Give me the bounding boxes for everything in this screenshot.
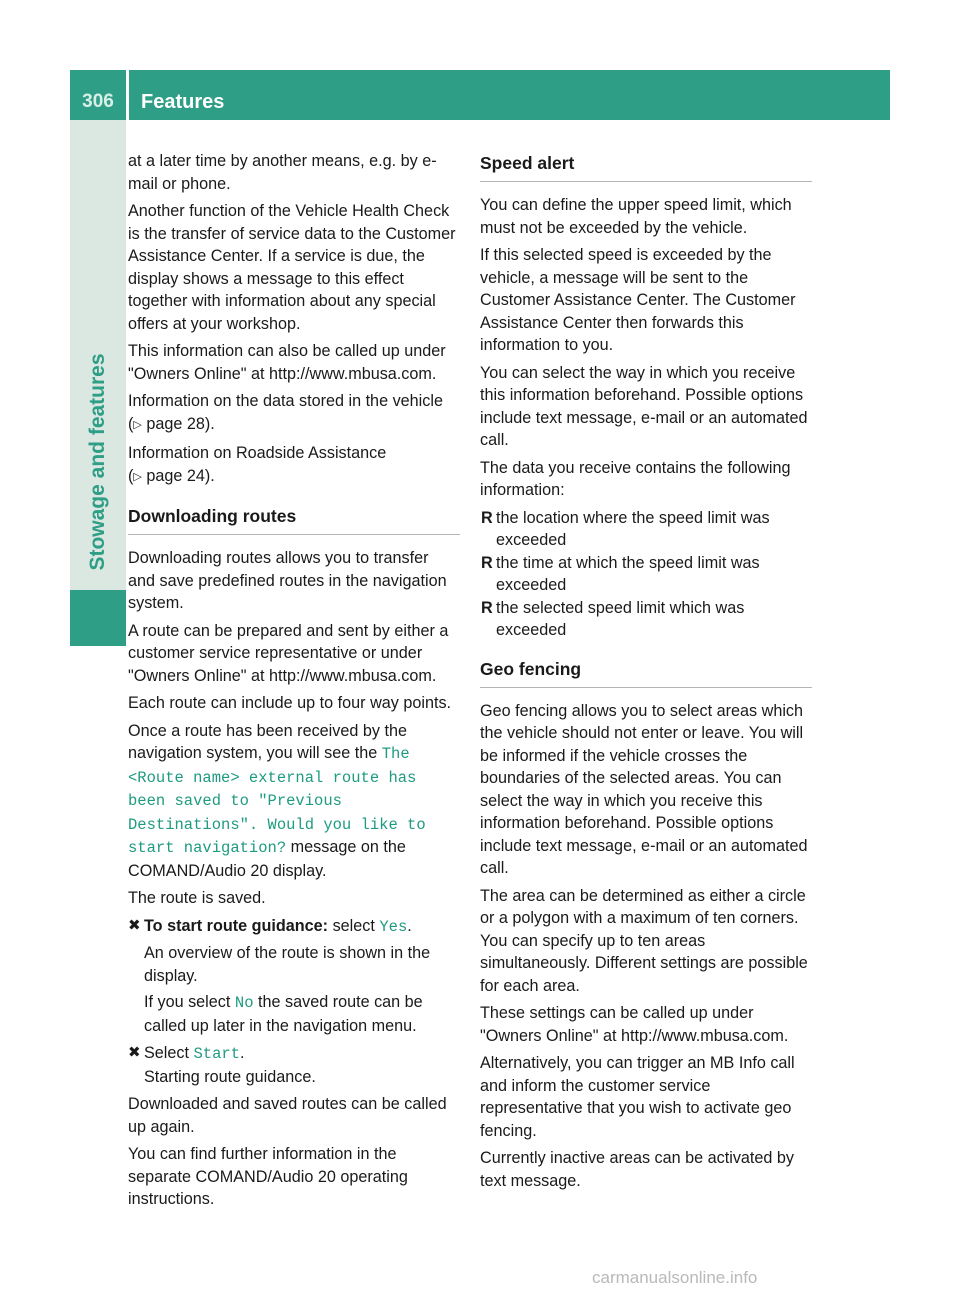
paragraph: The area can be determined as either a circle or a polygon with a maximum of ten corners. You can specify up to ten areas simultaneously. Different settings are possible for each area. [480, 886, 808, 995]
step-text: If you select [144, 993, 231, 1011]
paragraph-text: Information on Roadside Assistance [128, 444, 387, 462]
side-tab-label: Stowage and features [86, 353, 109, 571]
paragraph: If this selected speed is exceeded by the vehicle, a message will be sent to the Customer Assistance Center. The Customer Assistance Center then forwards this information to you. [480, 246, 796, 354]
page-reference-icon: ▷ [133, 470, 142, 483]
step-text: the saved route can be called up later in the navigation menu. [144, 993, 423, 1035]
arrow-icon: ✖ [128, 1044, 141, 1061]
page-reference[interactable]: page 28). [146, 414, 215, 433]
section-heading: Geo fencing [480, 656, 812, 688]
step-label: To start route guidance: [144, 916, 329, 935]
paragraph: Each route can include up to four way points. [128, 694, 452, 712]
section-title: Features [141, 91, 225, 113]
section-heading: Speed alert [480, 150, 812, 182]
paragraph: This information can also be called up under "Owners Online" at http://www.mbusa.com. [128, 342, 446, 383]
paragraph: You can define the upper speed limit, which must not be exceeded by the vehicle. [480, 196, 792, 237]
side-tab-marker [70, 590, 126, 646]
step-text: Select [144, 1044, 189, 1062]
paragraph: at a later time by another means, e.g. by e-mail or phone. [128, 152, 437, 193]
step-result: An overview of the route is shown in the display. [144, 944, 431, 985]
list-item-text: the selected speed limit which was exceeded [496, 598, 745, 639]
display-message: The <Route name> external route has been saved to "Previous Destinations". Would you like to start navigation? [128, 745, 426, 857]
instruction-step [128, 1042, 460, 1088]
paragraph: These settings can be called up under "Owners Online" at http://www.mbusa.com. [480, 1004, 789, 1045]
paragraph [128, 720, 460, 883]
paragraph: The data you receive contains the following information: [480, 458, 791, 499]
paragraph: Alternatively, you can trigger an MB Info call and inform the customer service representative that you wish to activate geo fencing. [480, 1054, 795, 1140]
page-reference[interactable]: page 24). [146, 466, 215, 485]
display-option-yes: Yes [379, 917, 408, 936]
paragraph: Currently inactive areas can be activated by text message. [480, 1149, 795, 1190]
list-item [480, 552, 812, 597]
display-option-start: Start [193, 1045, 241, 1063]
list-item-text: the time at which the speed limit was exceeded [496, 553, 760, 594]
step-note [144, 991, 460, 1037]
section-heading: Downloading routes [128, 503, 460, 535]
step-text: select [332, 916, 375, 935]
list-item-text: the location where the speed limit was exceeded [496, 508, 770, 549]
bullet-icon: R [481, 508, 493, 527]
paragraph-text: Once a route has been received by the navigation system, you will see the [128, 721, 407, 762]
paragraph-text: message on the COMAND/Audio 20 display. [128, 838, 406, 880]
paragraph: A route can be prepared and sent by either a customer service representative or under "Owners Online" at http://www.mbusa.com. [128, 621, 449, 685]
paragraph: Another function of the Vehicle Health Check is the transfer of service data to the Customer Assistance Center. If a service is due, the display shows a message to this effect together with information about any special offers at your workshop. [128, 202, 456, 333]
header-divider [126, 70, 129, 120]
paragraph-text: Information on the data stored in the vehicle [128, 392, 443, 410]
display-option-no: No [234, 994, 254, 1012]
paragraph: Downloading routes allows you to transfer and save predefined routes in the navigation system. [128, 549, 447, 612]
list-item [480, 507, 812, 552]
step-text: Select Start. Starting route guidance. [144, 1044, 316, 1086]
arrow-icon: ✖ [128, 916, 141, 934]
page-reference-icon: ▷ [133, 418, 142, 431]
step-text: To start route guidance: select Yes. [144, 916, 412, 936]
right-column [480, 150, 812, 1197]
paragraph: Geo fencing allows you to select areas which the vehicle should not enter or leave. You will be informed if the vehicle crosses the boundaries of the selected areas. You can select the way in which you receive this information beforehand. Possible options include text message, e-mail or an automated call. [480, 701, 808, 877]
list-item [480, 597, 812, 642]
left-column [128, 150, 460, 1216]
paragraph: Information on Roadside Assistance (▷ page 24). [128, 444, 387, 485]
instruction-step [128, 915, 460, 1038]
bullet-icon: R [481, 553, 493, 572]
bullet-icon: R [481, 598, 493, 617]
step-result: Starting route guidance. [144, 1067, 316, 1086]
page-number: 306 [82, 91, 114, 112]
watermark: carmanualsonline.info [592, 1268, 758, 1287]
paragraph: You can select the way in which you receive this information beforehand. Possible options include text message, e-mail or an automated call. [480, 363, 808, 449]
paragraph: The route is saved. [128, 889, 266, 907]
paragraph: You can find further information in the separate COMAND/Audio 20 operating instructions. [128, 1145, 408, 1208]
paragraph: Information on the data stored in the vehicle (▷ page 28). [128, 392, 443, 433]
paragraph: Downloaded and saved routes can be called up again. [128, 1095, 447, 1136]
